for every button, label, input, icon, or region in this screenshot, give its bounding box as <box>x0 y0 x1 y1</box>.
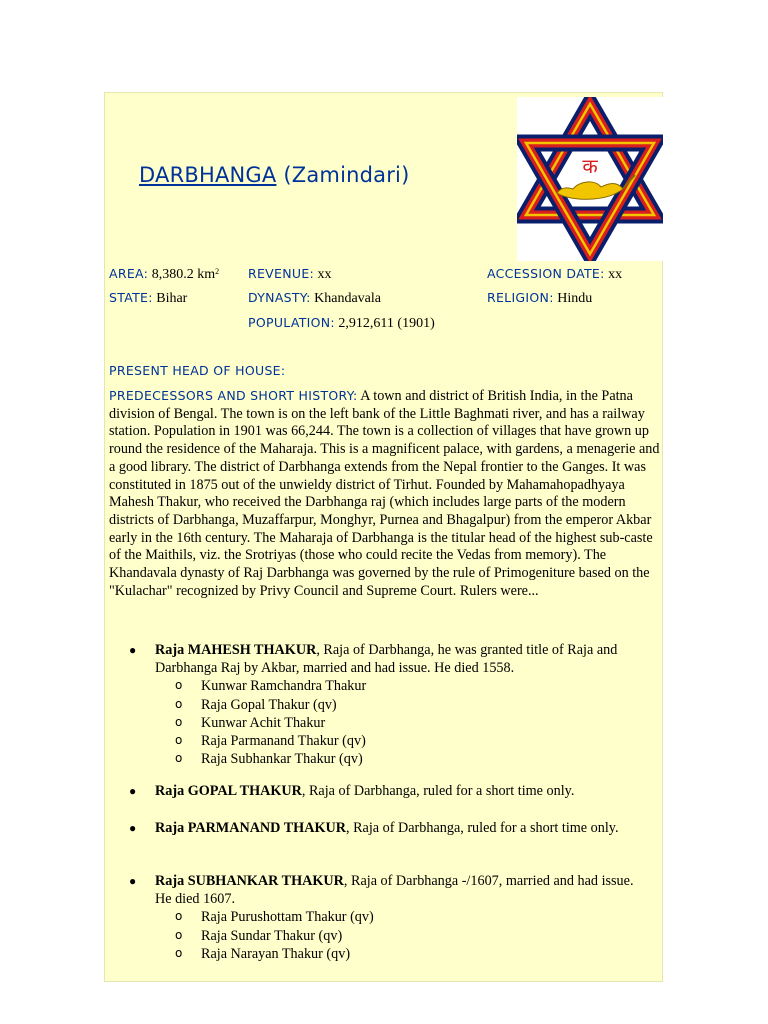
child-item: o Raja Sundar Thakur (qv) <box>175 927 343 944</box>
history-label: PREDECESSORS AND SHORT HISTORY: <box>109 388 358 403</box>
children-list <box>155 908 647 963</box>
child-item: o Raja Subhankar Thakur (qv) <box>175 751 363 768</box>
ruler-name: Raja MAHESH THAKUR <box>155 642 317 658</box>
list-item <box>109 782 647 800</box>
revenue-field: REVENUE: xx <box>248 266 332 282</box>
star-of-david-emblem-icon <box>517 97 663 261</box>
ruler-desc: , Raja of Darbhanga -/1607, married and had issue. He died 1607. <box>155 873 634 908</box>
list-item <box>109 872 647 963</box>
children-list <box>155 677 647 768</box>
bullet-icon: ● <box>129 874 137 888</box>
child-item: o Kunwar Ramchandra Thakur <box>175 678 367 695</box>
ruler-desc: , Raja of Darbhanga, he was granted title of Raja and Darbhanga Raj by Akbar, married and had issue. He died 1558. <box>155 642 618 677</box>
ruler-name: Raja GOPAL THAKUR <box>155 783 302 799</box>
child-item: o Raja Narayan Thakur (qv) <box>175 945 351 962</box>
circle-bullet-icon: o <box>175 751 183 766</box>
history-paragraph <box>109 387 661 600</box>
rulers-list <box>109 641 661 768</box>
circle-bullet-icon: o <box>175 678 183 693</box>
circle-bullet-icon: o <box>175 927 183 942</box>
circle-bullet-icon: o <box>175 714 183 729</box>
bullet-icon: ● <box>129 821 137 835</box>
area-field: AREA: 8,380.2 $km^2$ <box>109 266 220 282</box>
child-item: o Raja Parmanand Thakur (qv) <box>175 733 366 750</box>
ruler-name: Raja SUBHANKAR THAKUR <box>155 873 344 889</box>
dynasty-field: DYNASTY: Khandavala <box>248 290 381 306</box>
ruler-desc: , Raja of Darbhanga, ruled for a short time only. <box>346 820 619 836</box>
circle-bullet-icon: o <box>175 945 183 960</box>
bullet-icon: ● <box>129 784 137 798</box>
circle-bullet-icon: o <box>175 696 183 711</box>
ruler-name: Raja PARMANAND THAKUR <box>155 820 346 836</box>
state-field: STATE: Bihar <box>109 290 188 306</box>
circle-bullet-icon: o <box>175 733 183 748</box>
child-item: o Kunwar Achit Thakur <box>175 714 326 731</box>
rulers-list-part <box>109 819 661 837</box>
population-field: POPULATION: 2,912,611 (1901) <box>248 315 435 331</box>
child-item: o Raja Gopal Thakur (qv) <box>175 696 337 713</box>
title-link[interactable]: DARBHANGA <box>139 163 277 187</box>
bullet-icon: ● <box>129 643 137 657</box>
present-head-heading: PRESENT HEAD OF HOUSE: <box>109 363 286 378</box>
child-item: o Raja Purushottam Thakur (qv) <box>175 909 374 926</box>
page-title <box>139 163 409 187</box>
title-suffix: (Zamindari) <box>276 163 410 187</box>
rulers-list-part <box>109 872 661 963</box>
ruler-desc: , Raja of Darbhanga, ruled for a short time only. <box>301 783 575 799</box>
circle-bullet-icon: o <box>175 909 183 924</box>
document-page <box>104 92 663 982</box>
emblem-letter: क <box>582 154 598 178</box>
accession-date-field: ACCESSION DATE: xx <box>487 266 623 282</box>
history-text: A town and district of British India, in the Patna division of Bengal. The town is on the left bank of the Little Baghmati river, and has a railway station. Population in 1901 was 66,244. The town is a collection of villages that have grown up round the residence of the Maharaja. This is a magnificent palace, with gardens, a menagerie and a good library. The district of Darbhanga extends from the Nepal frontier to the Ganges. It was constituted in 1875 out of the unwieldy district of Tirhut. Founded by Mahamahopadhyaya Mahesh Thakur, who received the Darbhanga raj (which includes large parts of the modern districts of Darbhanga, Muzaffarpur, Monghyr, Purnea and Bhagalpur) from the emperor Akbar early in the 16th century. The Maharaja of Darbhanga is the titular head of the highest sub-caste of the Maithils, viz. the Srotriyas (those who could recite the Vedas from memory). The Khandavala dynasty of Raj Darbhanga was governed by the rule of Primogeniture based on the "Kulachar" recognized by Privy Council and Supreme Court. Rulers were... <box>109 388 660 599</box>
list-item <box>109 819 647 837</box>
list-item <box>109 641 647 768</box>
religion-field: RELIGION: Hindu <box>487 290 593 306</box>
rulers-list-part <box>109 782 661 800</box>
